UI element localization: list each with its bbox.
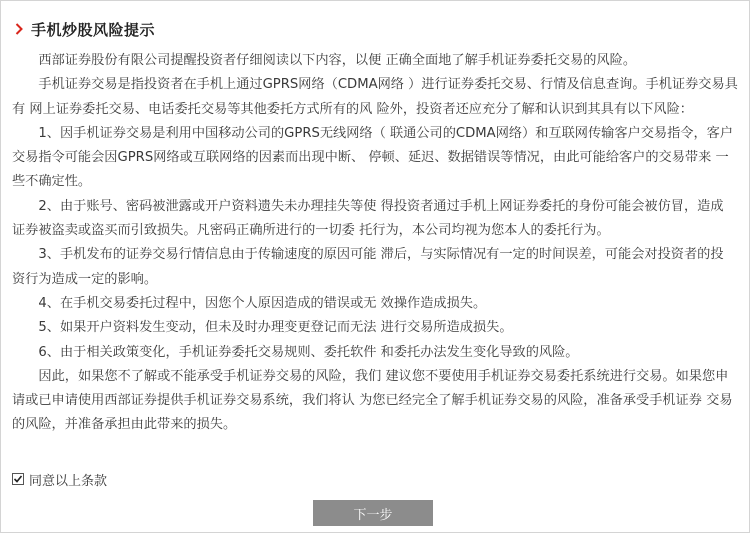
panel-header bbox=[15, 18, 155, 40]
paragraph-risk-2: 2、由于账号、密码被泄露或开户资料遗失未办理挂失等使 得投资者通过手机上网证券委托的身份可能会被仿冒，造成 证券被盗卖或盗买而引致损失。凡密码正确所进行的一切委 托行为，本公司均视为您本人的委托行为。 bbox=[12, 198, 724, 239]
agree-label: 同意以上条款 bbox=[29, 473, 108, 489]
next-step-button[interactable]: 下一步 bbox=[313, 500, 433, 526]
paragraph-risk-1: 1、因手机证券交易是利用中国移动公司的GPRS无线网络（ 联通公司的CDMA网络）和互联网传输客户交易指令，客户 交易指令可能会因GPRS网络或互联网络的因素而出现中断、 停顿、延迟、数据错误等情况，由此可能给客户的交易带来 一些不确定性。 bbox=[12, 125, 734, 190]
agree-checkbox[interactable] bbox=[12, 473, 24, 485]
paragraph-risk-3: 3、手机发布的证券交易行情信息由于传输速度的原因可能 滞后，与实际情况有一定的时间误差，可能会对投资者的投 资行为造成一定的影响。 bbox=[12, 247, 724, 287]
risk-disclosure-text bbox=[12, 49, 740, 438]
paragraph-risk-5: 5、如果开户资料发生变动，但未及时办理变更登记而无法 进行交易所造成损失。 bbox=[38, 320, 513, 336]
paragraph-intro: 西部证券股份有限公司提醒投资者仔细阅读以下内容，以便 正确全面地了解手机证券委托交易的风险。 bbox=[38, 53, 637, 68]
chevron-right-icon bbox=[15, 23, 23, 35]
paragraph-risk-6: 6、由于相关政策变化，手机证券委托交易规则、委托软件 和委托办法发生变化导致的风险。 bbox=[38, 344, 579, 360]
agree-terms-row[interactable] bbox=[12, 468, 107, 490]
checkmark-icon bbox=[13, 474, 23, 484]
paragraph-conclusion: 因此，如果您不了解或不能承受手机证券交易的风险，我们 建议您不要使用手机证券交易委托系统进行交易。如果您申 请或已申请使用西部证券提供手机证券交易系统，我们将认 为您已经完全了解手机证券交易的风险，准备承受手机证券 交易的风险，并准备承担由此带来的损失。 bbox=[12, 368, 733, 433]
paragraph-definition: 手机证券交易是指投资者在手机上通过GPRS网络（CDMA网络 ）进行证券委托交易、行情及信息查询。手机证券交易具有 网上证券委托交易、电话委托交易等其他委托方式所有的风 险外，投资者还应充分了解和认识到其具有以下风险： bbox=[12, 77, 738, 117]
page-title: 手机炒股风险提示 bbox=[31, 20, 156, 39]
paragraph-risk-4: 4、在手机交易委托过程中，因您个人原因造成的错误或无 效操作造成损失。 bbox=[38, 295, 487, 311]
